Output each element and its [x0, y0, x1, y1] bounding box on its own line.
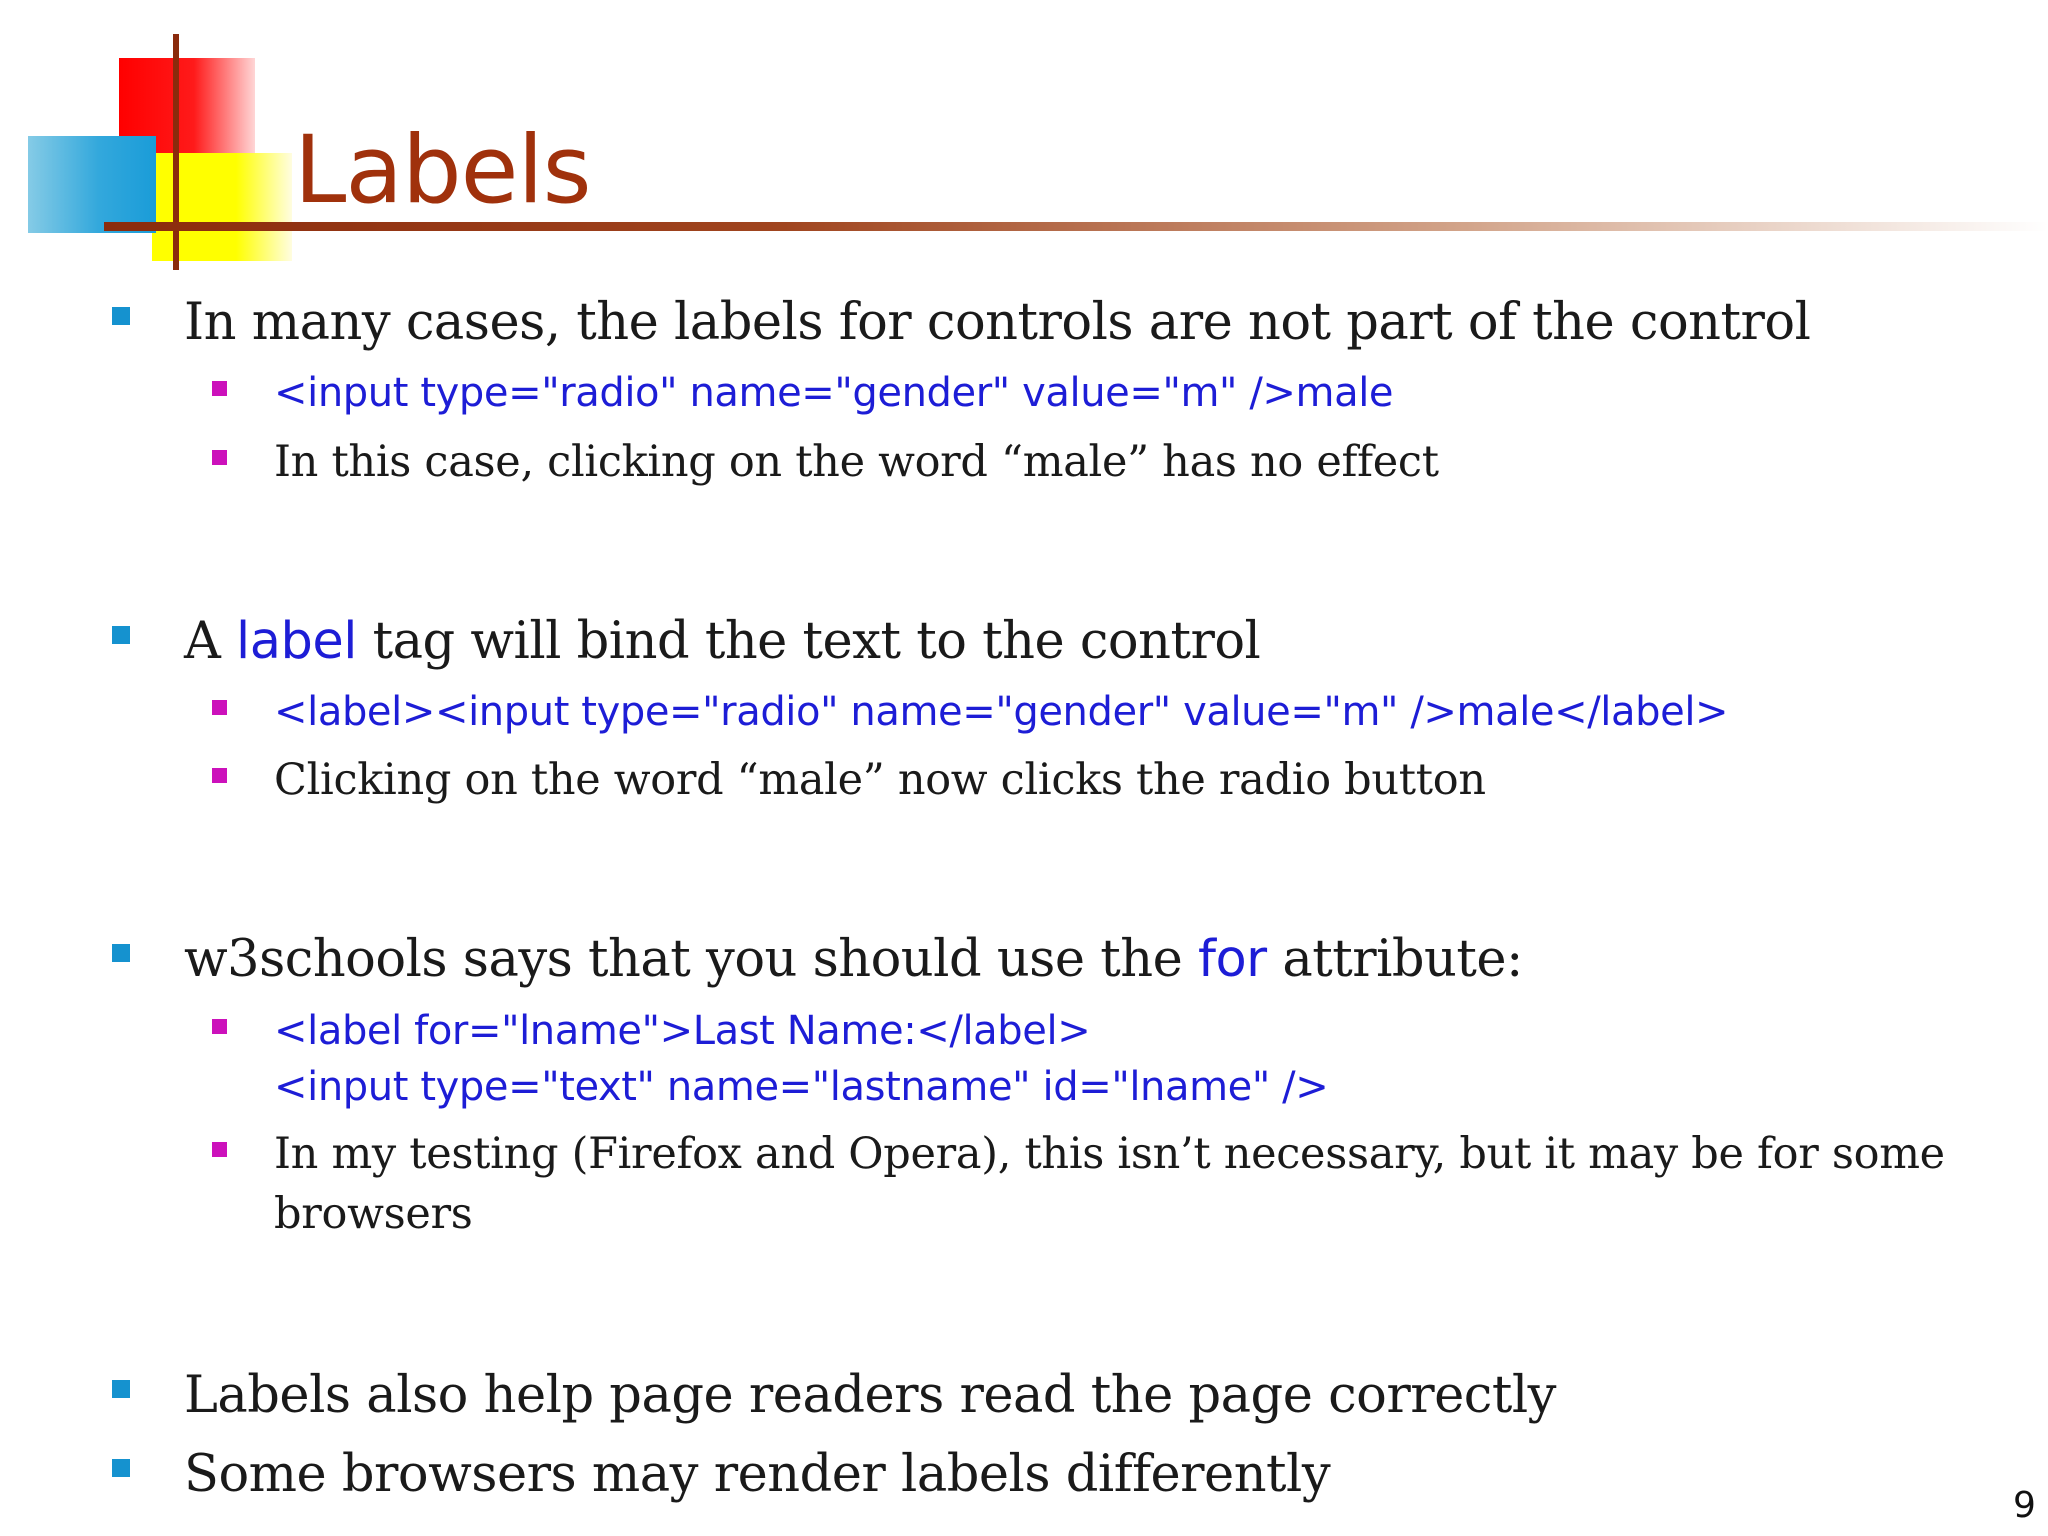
square-bullet-icon	[112, 307, 130, 325]
sub-bullet-text	[274, 752, 1486, 808]
sub-bullet-code-example	[274, 684, 1728, 740]
sub-bullet-code-example	[274, 1003, 1090, 1059]
sub-bullet-text-continuation	[274, 1186, 473, 1242]
sub-bullet-label-line1: In my testing (Firefox and Opera), this isn’t necessary, but it may be for some	[274, 1129, 1945, 1179]
bullet-render-differently	[184, 1444, 1330, 1506]
code-snippet: <input type="radio" name="gender" value="m" />male	[274, 370, 1394, 416]
decor-blue-square	[28, 136, 156, 233]
bullet-label-tag	[184, 611, 1260, 673]
code-snippet-continuation	[274, 1059, 1328, 1115]
decor-vertical-line	[173, 34, 179, 270]
sub-bullet-text	[274, 1126, 1945, 1182]
sub-bullet-text	[274, 434, 1439, 490]
square-bullet-icon	[212, 450, 227, 465]
square-bullet-icon	[112, 1380, 130, 1398]
bullet-text-after: tag will bind the text to the control	[356, 612, 1261, 671]
page-number: 9	[2013, 1485, 2036, 1526]
bullet-text-after: attribute:	[1266, 930, 1523, 989]
code-snippet-line1: <label for="lname">Last Name:</label>	[274, 1008, 1091, 1054]
bullet-for-attribute	[184, 929, 1523, 991]
square-bullet-icon	[112, 626, 130, 644]
keyword-for: for	[1197, 930, 1267, 989]
sub-bullet-label: In this case, clicking on the word “male” has no effect	[274, 437, 1439, 487]
code-snippet: <label><input type="radio" name="gender" value="m" />male</label>	[274, 689, 1729, 735]
square-bullet-icon	[212, 768, 227, 783]
square-bullet-icon	[212, 1019, 227, 1034]
bullet-text: In many cases, the labels for controls are not part of the control	[184, 293, 1811, 352]
sub-bullet-label-line2: browsers	[274, 1189, 473, 1239]
code-snippet-line2: <input type="text" name="lastname" id="lname" />	[274, 1064, 1329, 1110]
sub-bullet-label: Clicking on the word “male” now clicks the radio button	[274, 755, 1486, 805]
slide-title: Labels	[294, 116, 591, 225]
bullet-text-before: A	[184, 612, 237, 671]
bullet-controls-labels	[184, 292, 1810, 354]
bullet-text: Some browsers may render labels differently	[184, 1445, 1331, 1504]
bullet-page-readers	[184, 1365, 1556, 1427]
keyword-label: label	[236, 612, 357, 671]
square-bullet-icon	[212, 381, 227, 396]
square-bullet-icon	[212, 700, 227, 715]
square-bullet-icon	[112, 1459, 130, 1477]
square-bullet-icon	[212, 1142, 227, 1157]
bullet-text-before: w3schools says that you should use the	[184, 930, 1198, 989]
bullet-text: Labels also help page readers read the page correctly	[184, 1366, 1556, 1425]
square-bullet-icon	[112, 944, 130, 962]
sub-bullet-code-example	[274, 365, 1393, 421]
